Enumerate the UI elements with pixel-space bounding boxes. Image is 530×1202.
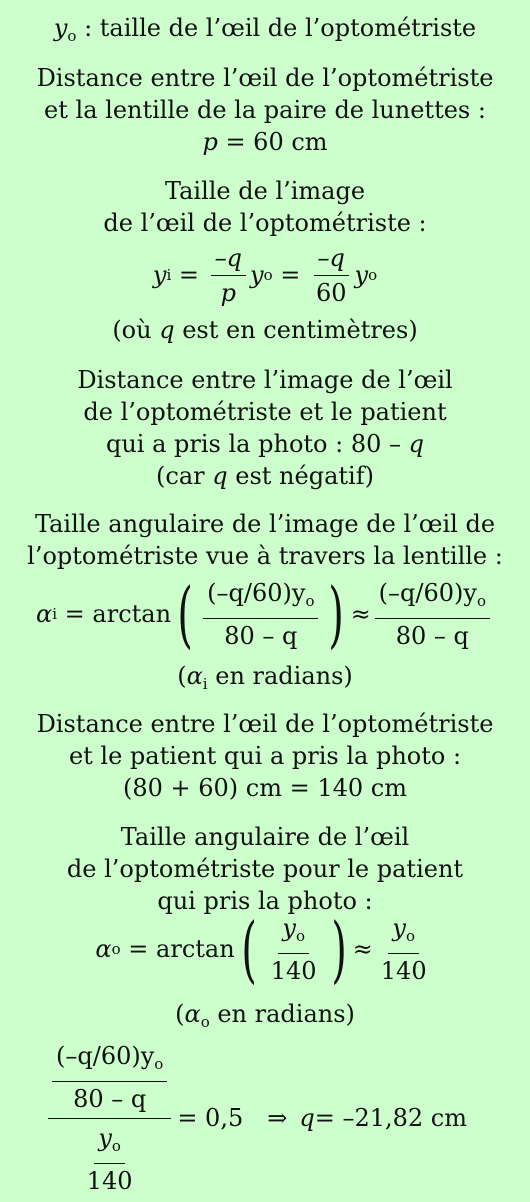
- block6-line1: Taille angulaire de l’œil: [120, 823, 410, 851]
- fraction-approx: $\frac{(-q/60)y_o}{80 - q}$: [375, 578, 490, 651]
- note-alpha-i-radians: ($\alpha_i$ en radians): [177, 662, 353, 693]
- equation-image-size: y i = $\frac{-q}{p}$ y o = $\frac{-q}{60}$ y o: [152, 243, 378, 307]
- block3-line2: de l’optométriste et le patient: [83, 398, 447, 426]
- block5-line2: et le patient qui a pris la photo :: [68, 742, 462, 770]
- fraction-yo-140-approx: $\frac{y_o}{140}$: [380, 913, 427, 985]
- fraction-q-over-p: $\frac{-q}{p}$: [211, 243, 246, 308]
- block3-line4: (car q est négatif): [156, 462, 374, 490]
- block1-line1: Distance entre l’œil de l’optométriste: [36, 64, 494, 92]
- var-y: y: [53, 14, 68, 42]
- note-q-units: (où q est en centimètres): [112, 316, 418, 344]
- block1-line3: p = 60 cm: [202, 128, 328, 156]
- fraction-q-over-60: $\frac{-q}{60}$: [312, 243, 351, 308]
- block4-line1: Taille angulaire de l’image de l’œil de: [34, 510, 496, 538]
- note-alpha-o-radians: ($\alpha_o$ en radians): [175, 1000, 355, 1031]
- block2-line2: de l’œil de l’optométriste :: [103, 209, 427, 237]
- block5-line1: Distance entre l’œil de l’optométriste: [36, 710, 494, 738]
- block3-line3: qui a pris la photo : 80 – q: [105, 430, 424, 458]
- compound-fraction: $\frac{\frac{(-q/60)y_o}{80 - q}}{\frac{y_o}{140}}$: [48, 1041, 171, 1196]
- block5-line3: (80 + 60) cm = 140 cm: [122, 774, 407, 802]
- block6-line2: de l’optométriste pour le patient: [66, 855, 464, 883]
- block6-line3: qui pris la photo :: [157, 887, 373, 915]
- equation-alpha-i: α i = arctan ( $\frac{(-q/60)y_o}{80 - q}$ ) ≈ $\frac{(-q/60)y_o}{80 - q}$: [0, 578, 530, 650]
- equation-final-ratio: $\frac{\frac{(-q/60)y_o}{80 - q}}{\frac{y_o}{140}}$ = 0,5 ⇒ q = –21,82 cm: [0, 1046, 530, 1190]
- fraction-yo-140: $\frac{y_o}{140}$: [270, 913, 317, 985]
- definition-yo: $y_o$ : taille de l’œil de l’optométriste: [53, 14, 477, 45]
- block4-line2: l’optométriste vue à travers la lentille :: [27, 542, 503, 570]
- block2-line1: Taille de l’image: [164, 177, 366, 205]
- fraction-arctan-arg: $\frac{(-q/60)y_o}{80 - q}$: [203, 578, 318, 651]
- equation-alpha-o: α o = arctan ( $\frac{y_o}{140}$ ) ≈ $\frac{y_o}{140}$: [0, 914, 530, 984]
- block1-line2: et la lentille de la paire de lunettes :: [44, 96, 486, 124]
- block3-line1: Distance entre l’image de l’œil: [77, 366, 453, 394]
